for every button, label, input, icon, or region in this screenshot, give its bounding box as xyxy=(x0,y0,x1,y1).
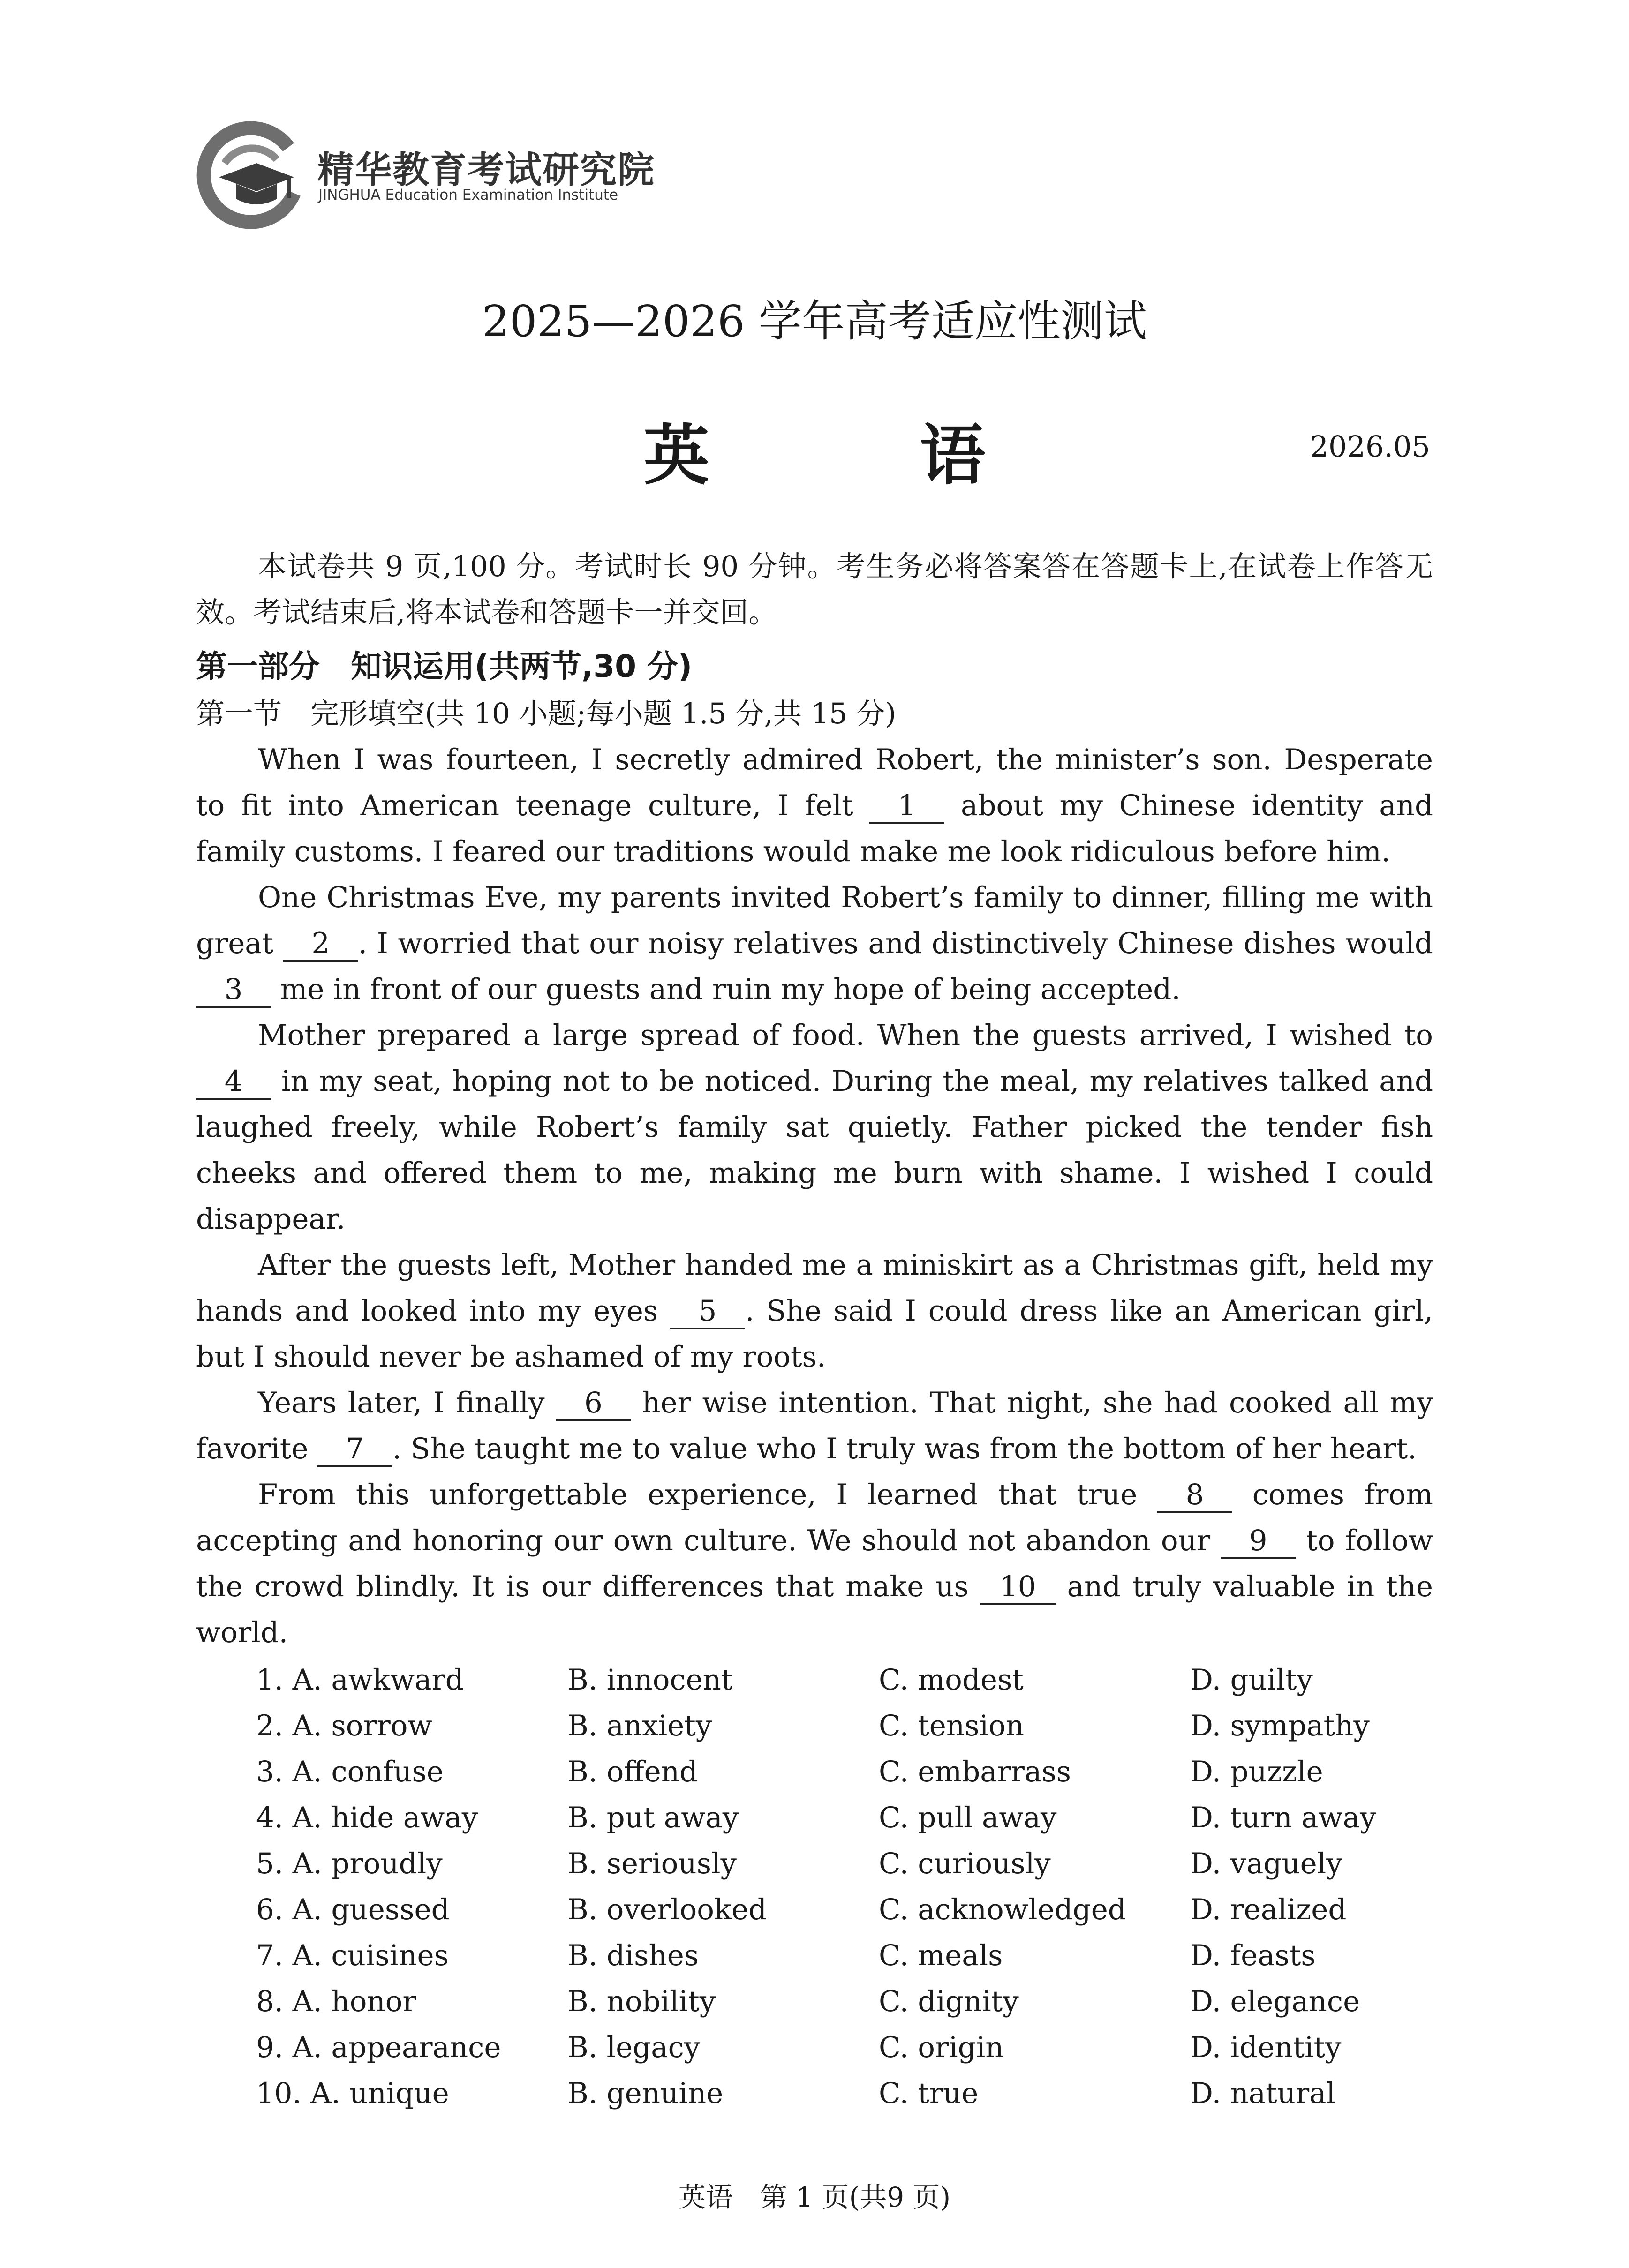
option-6-D: D. realized xyxy=(1190,1893,1347,1926)
section-heading: 第一节 完形填空(共 10 小题;每小题 1.5 分,共 15 分) xyxy=(196,697,897,730)
passage-text: Years later, I finally xyxy=(258,1386,556,1419)
option-9-B: B. legacy xyxy=(567,2030,701,2064)
option-7-A: 7. A. cuisines xyxy=(256,1938,449,1972)
passage-text: comes from accepting and honoring our own culture. We should not abandon our xyxy=(196,1478,1433,1557)
option-1-A: 1. A. awkward xyxy=(256,1663,464,1697)
institute-logo xyxy=(195,118,656,231)
option-5-C: C. curiously xyxy=(879,1847,1051,1880)
exam-title: 2025—2026 学年高考适应性测试 xyxy=(482,296,1147,346)
exam-content xyxy=(196,544,1433,2116)
option-6-B: B. overlooked xyxy=(567,1893,767,1926)
blank-7: 7 xyxy=(317,1433,392,1467)
cloze-passage xyxy=(196,737,1433,1656)
blank-1: 1 xyxy=(869,789,944,824)
passage-paragraph xyxy=(196,1242,1433,1380)
option-row xyxy=(256,1932,1425,1978)
option-row xyxy=(256,1703,1425,1749)
passage-text: . She said I could dress like an American girl, but I should never be ashamed of my roots. xyxy=(196,1294,1433,1374)
option-2-A: 2. A. sorrow xyxy=(256,1709,432,1742)
options-table xyxy=(256,1657,1425,2116)
option-3-D: D. puzzle xyxy=(1190,1755,1323,1788)
passage-text: When I was fourteen, I secretly admired Robert, the minister’s son. Desperate to fit into American teenage culture, I felt xyxy=(196,743,1433,822)
institute-name-cn: 精华教育考试研究院 xyxy=(317,149,656,191)
blank-4: 4 xyxy=(196,1065,271,1100)
passage-text: her wise intention. That night, she had cooked all my favorite xyxy=(196,1386,1433,1465)
option-2-C: C. tension xyxy=(879,1709,1025,1742)
option-9-D: D. identity xyxy=(1190,2030,1342,2064)
blank-5: 5 xyxy=(670,1295,745,1329)
option-5-B: B. seriously xyxy=(567,1847,737,1880)
option-8-A: 8. A. honor xyxy=(256,1984,416,2018)
passage-text: From this unforgettable experience, I learned that true xyxy=(258,1478,1157,1511)
option-4-C: C. pull away xyxy=(879,1801,1057,1834)
option-9-C: C. origin xyxy=(879,2030,1004,2064)
passage-text: and truly valuable in the world. xyxy=(196,1570,1433,1649)
passage-paragraph xyxy=(196,1472,1433,1656)
blank-3: 3 xyxy=(196,973,271,1008)
option-7-D: D. feasts xyxy=(1190,1938,1316,1972)
option-1-D: D. guilty xyxy=(1190,1663,1313,1697)
institute-name-en: JINGHUA Education Examination Institute xyxy=(318,187,618,203)
passage-text: One Christmas Eve, my parents invited Robert’s family to dinner, filling me with great xyxy=(196,881,1433,960)
exam-date: 2026.05 xyxy=(1310,429,1430,464)
passage-paragraph xyxy=(196,875,1433,1013)
option-3-A: 3. A. confuse xyxy=(256,1755,444,1788)
option-4-A: 4. A. hide away xyxy=(256,1801,478,1834)
passage-text: me in front of our guests and ruin my hope of being accepted. xyxy=(271,973,1181,1006)
option-row xyxy=(256,1840,1425,1886)
option-1-B: B. innocent xyxy=(567,1663,733,1697)
blank-10: 10 xyxy=(980,1570,1056,1605)
blank-6: 6 xyxy=(556,1387,631,1421)
option-2-D: D. sympathy xyxy=(1190,1709,1370,1742)
option-10-C: C. true xyxy=(879,2076,979,2110)
option-5-A: 5. A. proudly xyxy=(256,1847,443,1880)
option-row xyxy=(256,1886,1425,1932)
passage-paragraph xyxy=(196,1013,1433,1242)
option-10-D: D. natural xyxy=(1190,2076,1336,2110)
blank-8: 8 xyxy=(1157,1479,1232,1513)
passage-text: After the guests left, Mother handed me a miniskirt as a Christmas gift, held my hands and looked into my eyes xyxy=(196,1248,1433,1328)
passage-text: in my seat, hoping not to be noticed. During the meal, my relatives talked and laughed freely, while Robert’s family sat quietly. Father picked the tender fish cheeks and offered them to me, making me burn with shame. I wished I could disappear. xyxy=(196,1065,1433,1236)
blank-2: 2 xyxy=(283,927,358,962)
passage-text: . She taught me to value who I truly was from the bottom of her heart. xyxy=(392,1432,1417,1465)
option-8-D: D. elegance xyxy=(1190,1984,1360,2018)
option-2-B: B. anxiety xyxy=(567,1709,712,1742)
option-4-B: B. put away xyxy=(567,1801,739,1834)
option-row xyxy=(256,2024,1425,2070)
option-6-C: C. acknowledged xyxy=(879,1893,1126,1926)
option-row xyxy=(256,1749,1425,1795)
option-row xyxy=(256,2070,1425,2116)
option-10-A: 10. A. unique xyxy=(256,2076,449,2110)
option-4-D: D. turn away xyxy=(1190,1801,1376,1834)
option-row xyxy=(256,1795,1425,1840)
passage-text: about my Chinese identity and family customs. I feared our traditions would make me look ridiculous before him. xyxy=(196,789,1433,868)
option-8-C: C. dignity xyxy=(879,1984,1019,2018)
part-heading: 第一部分 知识运用(共两节,30 分) xyxy=(196,648,693,684)
passage-text: Mother prepared a large spread of food. When the guests arrived, I wished to xyxy=(258,1019,1433,1052)
option-7-C: C. meals xyxy=(879,1938,1003,1972)
graduation-cap-ring-logo-icon xyxy=(195,118,307,231)
option-1-C: C. modest xyxy=(879,1663,1024,1697)
passage-paragraph xyxy=(196,1380,1433,1472)
option-3-B: B. offend xyxy=(567,1755,698,1788)
passage-text: . I worried that our noisy relatives and distinctively Chinese dishes would xyxy=(358,927,1433,960)
page-footer: 英语 第 1 页(共9 页) xyxy=(678,2181,951,2213)
subject-title: 英 语 xyxy=(643,417,1079,494)
option-row xyxy=(256,1657,1425,1703)
option-10-B: B. genuine xyxy=(567,2076,724,2110)
option-8-B: B. nobility xyxy=(567,1984,716,2018)
option-9-A: 9. A. appearance xyxy=(256,2030,501,2064)
option-5-D: D. vaguely xyxy=(1190,1847,1342,1880)
option-6-A: 6. A. guessed xyxy=(256,1893,450,1926)
blank-9: 9 xyxy=(1221,1525,1296,1559)
option-3-C: C. embarrass xyxy=(879,1755,1071,1788)
passage-paragraph xyxy=(196,737,1433,875)
option-7-B: B. dishes xyxy=(567,1938,699,1972)
option-row xyxy=(256,1978,1425,2024)
instructions: 本试卷共 9 页,100 分。考试时长 90 分钟。考生务必将答案答在答题卡上,在试卷上作答无效。考试结束后,将本试卷和答题卡一并交回。 xyxy=(196,550,1433,629)
passage-text: to follow the crowd blindly. It is our differences that make us xyxy=(196,1524,1433,1603)
